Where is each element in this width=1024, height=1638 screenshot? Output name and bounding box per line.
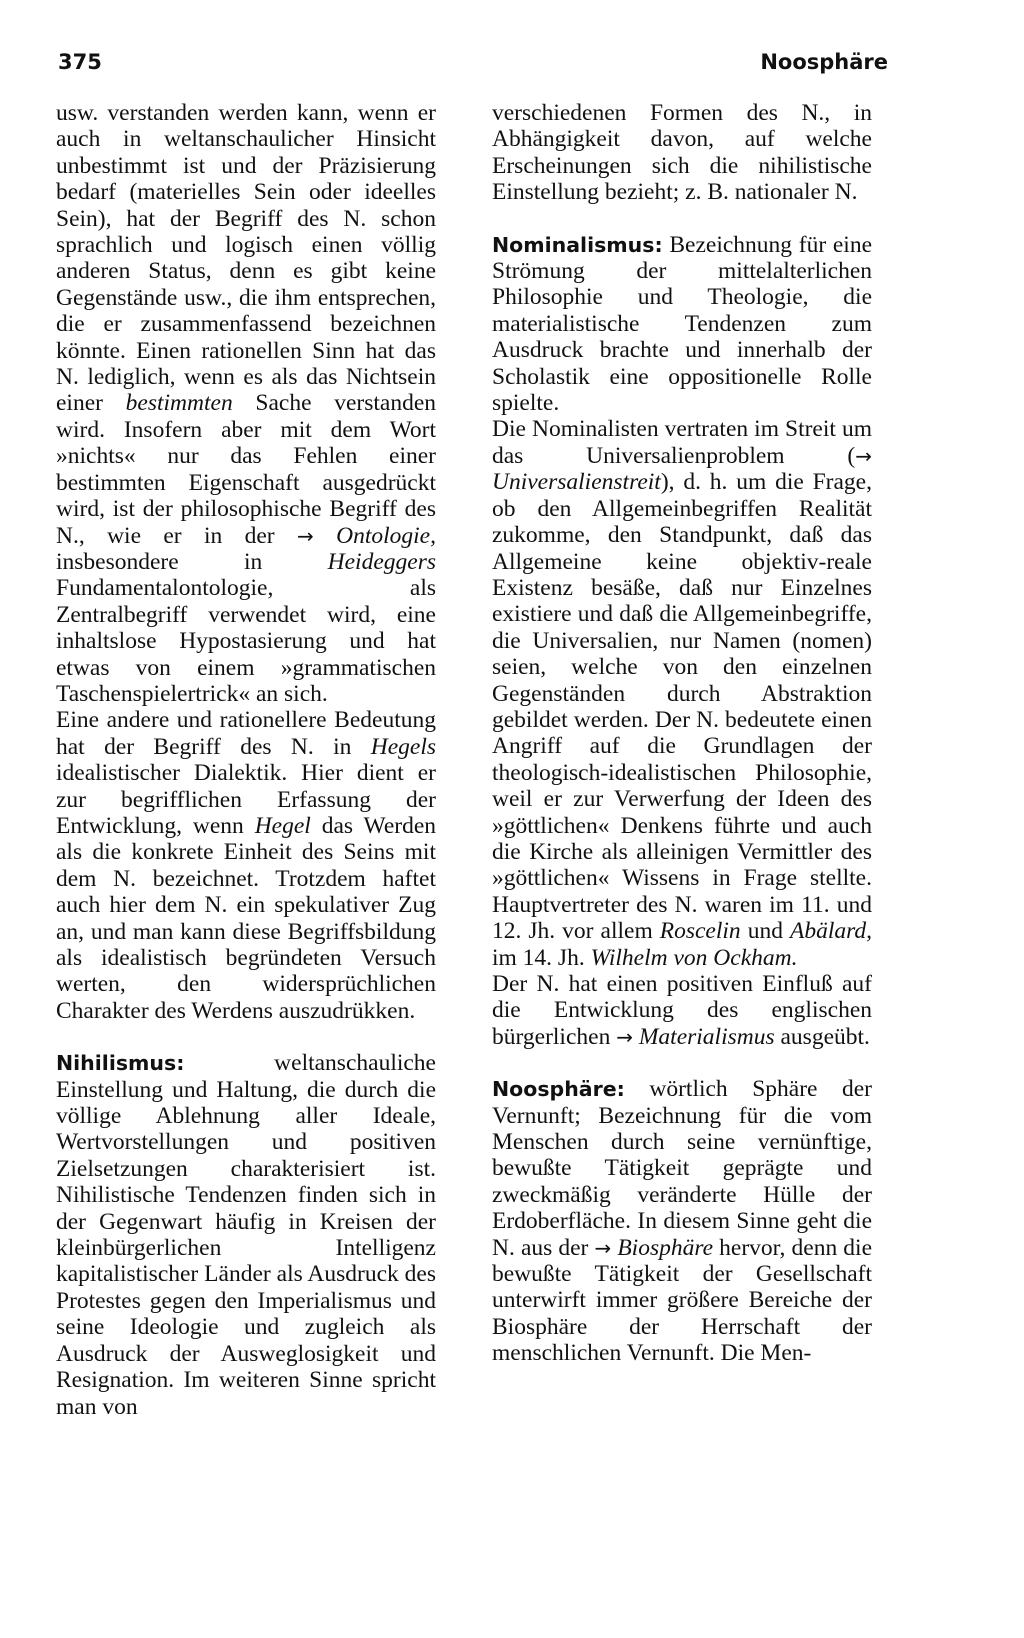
cross-reference-arrow: → [594, 1235, 612, 1260]
entry-separator [492, 1050, 872, 1076]
entry-nominalismus: Nominalismus: Bezeichnung für eine Strömung der mittelalterlichen Philosophie und Theologie, die materialistische Tendenzen zum Ausdruck brachte und innerhalb der Scholastik eine oppositionelle Rolle spielte. [492, 231, 872, 417]
cross-reference-ontologie: Ontologie, [336, 522, 436, 549]
name-abaelard: Abälard, [789, 918, 873, 945]
running-head: Noosphäre [760, 50, 888, 74]
name-hegels: Hegels [370, 733, 436, 760]
paragraph-nominalisten: Die Nominalisten vertraten im Streit um das Universalienproblem (→ Universalienstreit), d. h. um die Frage, ob den Allgemeinbegriffen Realität zukomme, den Standpunkt, daß das Allgemeine keine objektiv-reale Existenz besäße, daß nur Einzelnes existiere und daß die Allgemeinbegriffe, die Universalien, nur Namen (nomen) seien, welche von den einzelnen Gegenständen durch Abstraktion gebildet werden. Der N. bedeutete einen Angriff auf die Grundlagen der theologisch-idealistischen Philosophie, weil er zur Verwerfung der Ideen des »göttlichen« Denkens führte und auch die Kirche als alleinigen Vermittler des »göttlichen« Wissens in Frage stellte. Hauptvertreter des N. waren im 11. und 12. Jh. vor allem Roscelin und Abälard, im 14. Jh. Wilhelm von Ockham. [492, 416, 873, 971]
cross-reference-arrow: → [616, 1024, 633, 1049]
entry-nihilismus: Nihilismus: weltanschauliche Einstellung und Haltung, die durch die völlige Ablehnung aller Ideale, Wertvorstellungen und positiven Zielsetzungen charakterisiert ist. Nihilistische Tendenzen finden sich in der Gegenwart häufig in Kreisen der kleinbürgerlichen Intelligenz kapitalistischer Länder als Ausdruck des Protestes gegen den Imperialismus und seine Ideologie und zugleich als Ausdruck der Ausweglosigkeit und Resignation. Im weiteren Sinne spricht man von [56, 1050, 436, 1420]
entry-separator [492, 206, 872, 232]
name-hegel: Hegel [254, 812, 311, 839]
emphasis-text: bestimmten [125, 390, 233, 417]
entry-term: Nominalismus: [492, 232, 663, 257]
name-heidegger: Heideggers [327, 548, 436, 575]
entry-term: Nihilismus: [56, 1051, 185, 1076]
name-ockham: Wilhelm von Ockham. [590, 944, 798, 971]
paragraph-einfluss: Der N. hat einen positiven Einfluß auf die Entwicklung des englischen bürgerlichen → Materialismus ausgeübt. [492, 971, 872, 1050]
right-column [492, 100, 872, 1367]
entry-term: Noosphäre: [492, 1077, 625, 1102]
paragraph-nichts-continuation: usw. verstanden werden kann, wenn er auch in weltanschaulicher Hinsicht unbestimmt ist und der Präzisierung bedarf (materielles Sein oder ideelles Sein), hat der Begriff des N. schon sprachlich und logisch einen völlig anderen Status, denn es gibt keine Gegenstände usw., die ihm entsprechen, die er zusammenfassend bezeichnen könnte. Einen rationellen Sinn hat das N. lediglich, wenn es als das Nichtsein einer bestimmten Sache verstanden wird. Insofern aber mit dem Wort »nichts« nur das Fehlen einer bestimmten Eigenschaft ausgedrückt wird, ist der philosophische Begriff des N., wie er in der → Ontologie, insbesondere in Heideggers Fundamentalontologie, als Zentralbegriff verwendet wird, eine inhaltslose Hypostasierung und hat etwas von einem »grammatischen Taschenspielertrick« an sich. [56, 100, 437, 707]
entry-separator [56, 1024, 436, 1050]
paragraph-nihilismus-continuation: verschiedenen Formen des N., in Abhängigkeit davon, auf welche Erscheinungen sich die nihilistische Einstellung bezieht; z. B. nationaler N. [492, 100, 872, 206]
cross-reference-biosphaere: Biosphäre [617, 1234, 714, 1261]
cross-reference-universalienstreit: Universalienstreit [492, 469, 661, 496]
page-number: 375 [58, 50, 102, 74]
page-header [58, 50, 888, 84]
cross-reference-arrow: → [855, 443, 872, 468]
cross-reference-materialismus: Materialismus [638, 1023, 775, 1050]
cross-reference-arrow: → [297, 523, 314, 548]
left-column [56, 100, 436, 1420]
entry-noosphaere: Noosphäre: wörtlich Sphäre der Vernunft; Bezeichnung für die vom Menschen durch seine vernünftige, bewußte Tätigkeit geprägte und zweckmäßig veränderte Hülle der Erdoberfläche. In diesem Sinne geht die N. aus der → Biosphäre hervor, denn die bewußte Tätigkeit der Gesellschaft unterwirft immer größere Bereiche der Biosphäre der Herrschaft der menschlichen Vernunft. Die Men- [492, 1076, 872, 1367]
paragraph-hegel: Eine andere und rationellere Bedeutung hat der Begriff des N. in Hegels idealistischer Dialektik. Hier dient er zur begrifflichen Erfassung der Entwicklung, wenn Hegel das Werden als die konkrete Einheit des Seins mit dem N. bezeichnet. Trotzdem haftet auch hier dem N. ein spekulativer Zug an, und man kann diese Begriffsbildung als idealistisch begründeten Versuch werten, den widersprüchlichen Charakter des Werdens auszudrükken. [56, 707, 437, 1024]
name-roscelin: Roscelin [659, 918, 741, 945]
